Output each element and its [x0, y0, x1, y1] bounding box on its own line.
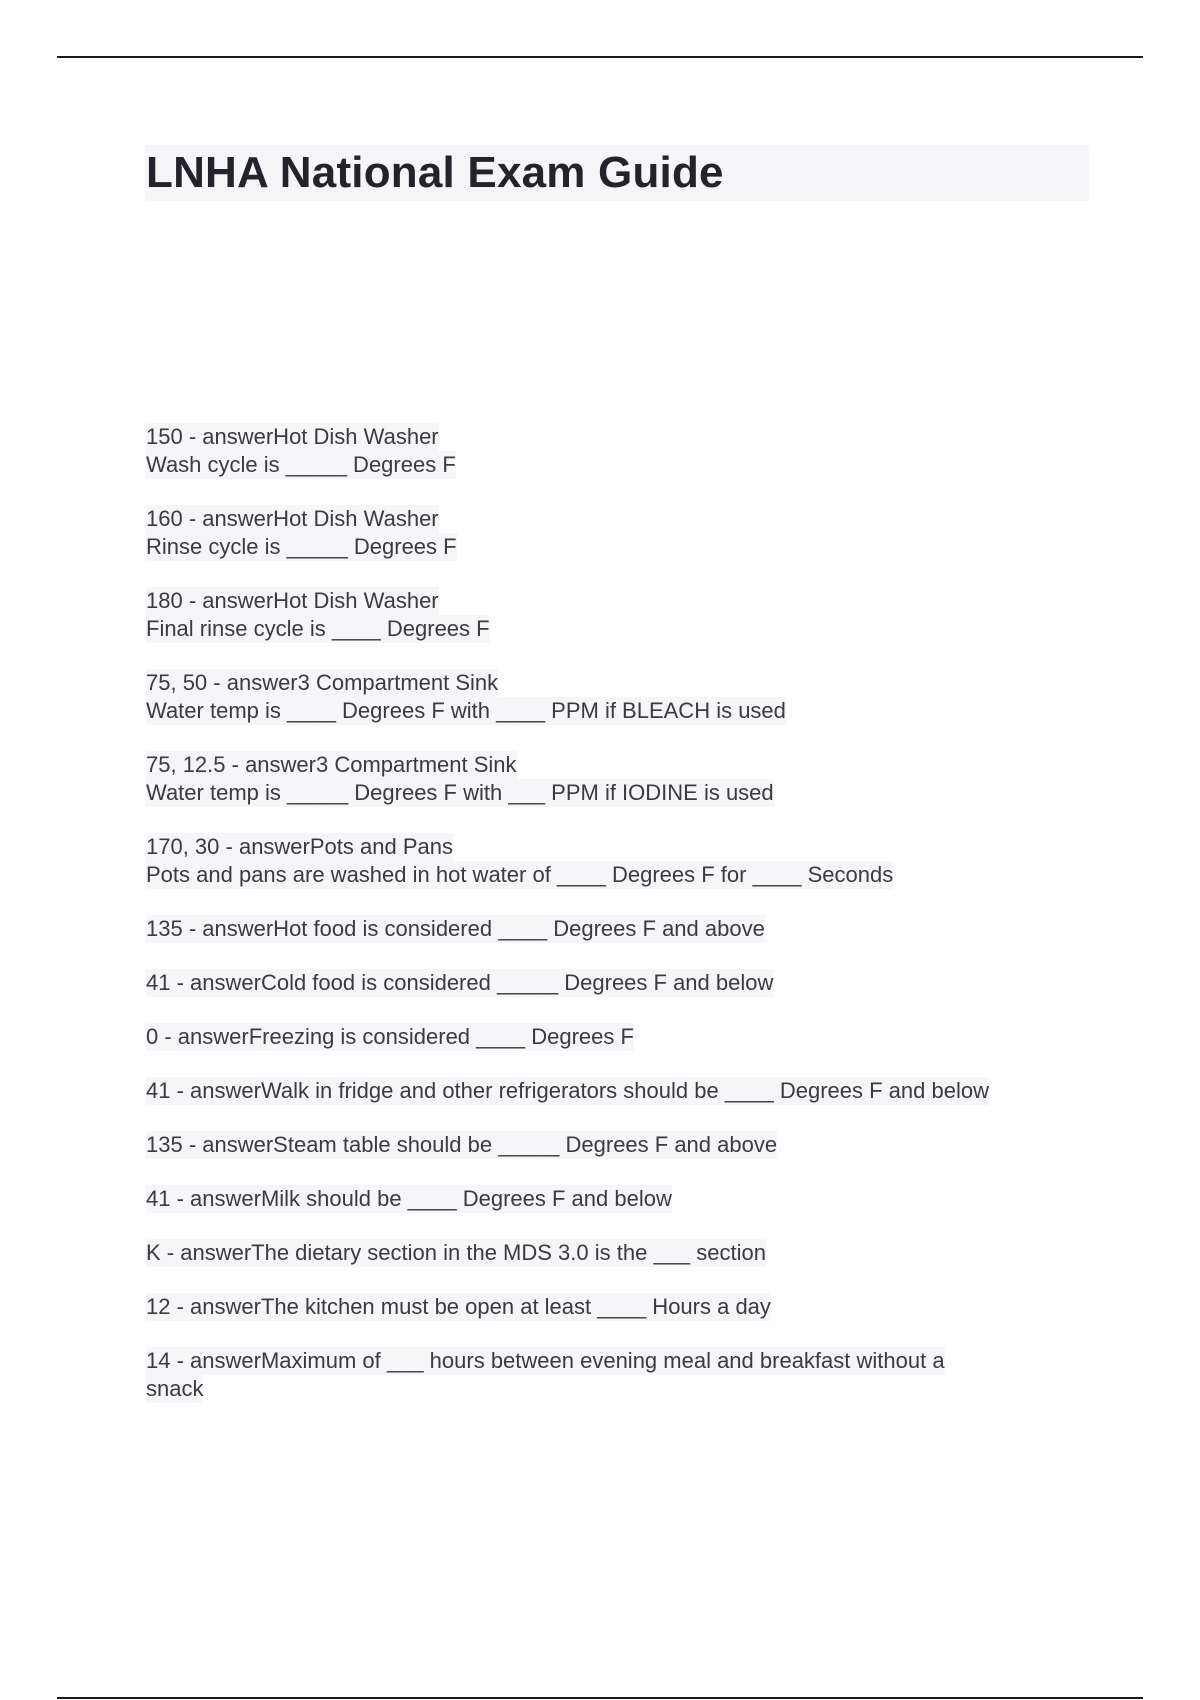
- qa-line: 12 - answerThe kitchen must be open at least ____ Hours a day: [146, 1294, 771, 1319]
- qa-item: [146, 669, 1086, 725]
- qa-line: K - answerThe dietary section in the MDS 3.0 is the ___ section: [146, 1240, 766, 1265]
- qa-line: 135 - answerHot food is considered ____ Degrees F and above: [146, 916, 765, 941]
- qa-line: 135 - answerSteam table should be _____ Degrees F and above: [146, 1132, 778, 1157]
- qa-item: [146, 1347, 1086, 1403]
- qa-answer-line: 160 - answerHot Dish Washer: [146, 506, 439, 531]
- qa-answer-line: 170, 30 - answerPots and Pans: [146, 834, 453, 859]
- qa-item: [146, 1185, 1086, 1213]
- qa-answer-line: 75, 50 - answer3 Compartment Sink: [146, 670, 499, 695]
- qa-question-line: Wash cycle is _____ Degrees F: [146, 452, 456, 477]
- qa-item: [146, 423, 1086, 479]
- qa-item: [146, 1293, 1086, 1321]
- qa-item: [146, 505, 1086, 561]
- qa-item: [146, 1023, 1086, 1051]
- qa-question-line: Water temp is ____ Degrees F with ____ PPM if BLEACH is used: [146, 698, 786, 723]
- qa-line: 41 - answerMilk should be ____ Degrees F and below: [146, 1186, 672, 1211]
- qa-item: [146, 969, 1086, 997]
- qa-list: [146, 423, 1086, 1429]
- page-title: LNHA National Exam Guide: [146, 148, 724, 197]
- qa-item: [146, 751, 1086, 807]
- qa-question-line: Pots and pans are washed in hot water of ____ Degrees F for ____ Seconds: [146, 862, 894, 887]
- qa-item: [146, 1077, 1086, 1105]
- qa-line: 41 - answerCold food is considered _____ Degrees F and below: [146, 970, 774, 995]
- qa-line: 41 - answerWalk in fridge and other refrigerators should be ____ Degrees F and below: [146, 1078, 989, 1103]
- qa-question-line: Water temp is _____ Degrees F with ___ PPM if IODINE is used: [146, 780, 774, 805]
- qa-line: 0 - answerFreezing is considered ____ Degrees F: [146, 1024, 634, 1049]
- qa-answer-line: 150 - answerHot Dish Washer: [146, 424, 439, 449]
- qa-answer-line: 75, 12.5 - answer3 Compartment Sink: [146, 752, 517, 777]
- qa-continuation-line: snack: [146, 1376, 204, 1401]
- qa-answer-line: 14 - answerMaximum of ___ hours between evening meal and breakfast without a: [146, 1348, 945, 1373]
- qa-item: [146, 1239, 1086, 1267]
- bottom-rule: [57, 1697, 1143, 1699]
- qa-question-line: Final rinse cycle is ____ Degrees F: [146, 616, 490, 641]
- qa-item: [146, 587, 1086, 643]
- top-rule: [57, 56, 1143, 58]
- qa-question-line: Rinse cycle is _____ Degrees F: [146, 534, 457, 559]
- qa-answer-line: 180 - answerHot Dish Washer: [146, 588, 439, 613]
- qa-item: [146, 915, 1086, 943]
- qa-item: [146, 1131, 1086, 1159]
- qa-item: [146, 833, 1086, 889]
